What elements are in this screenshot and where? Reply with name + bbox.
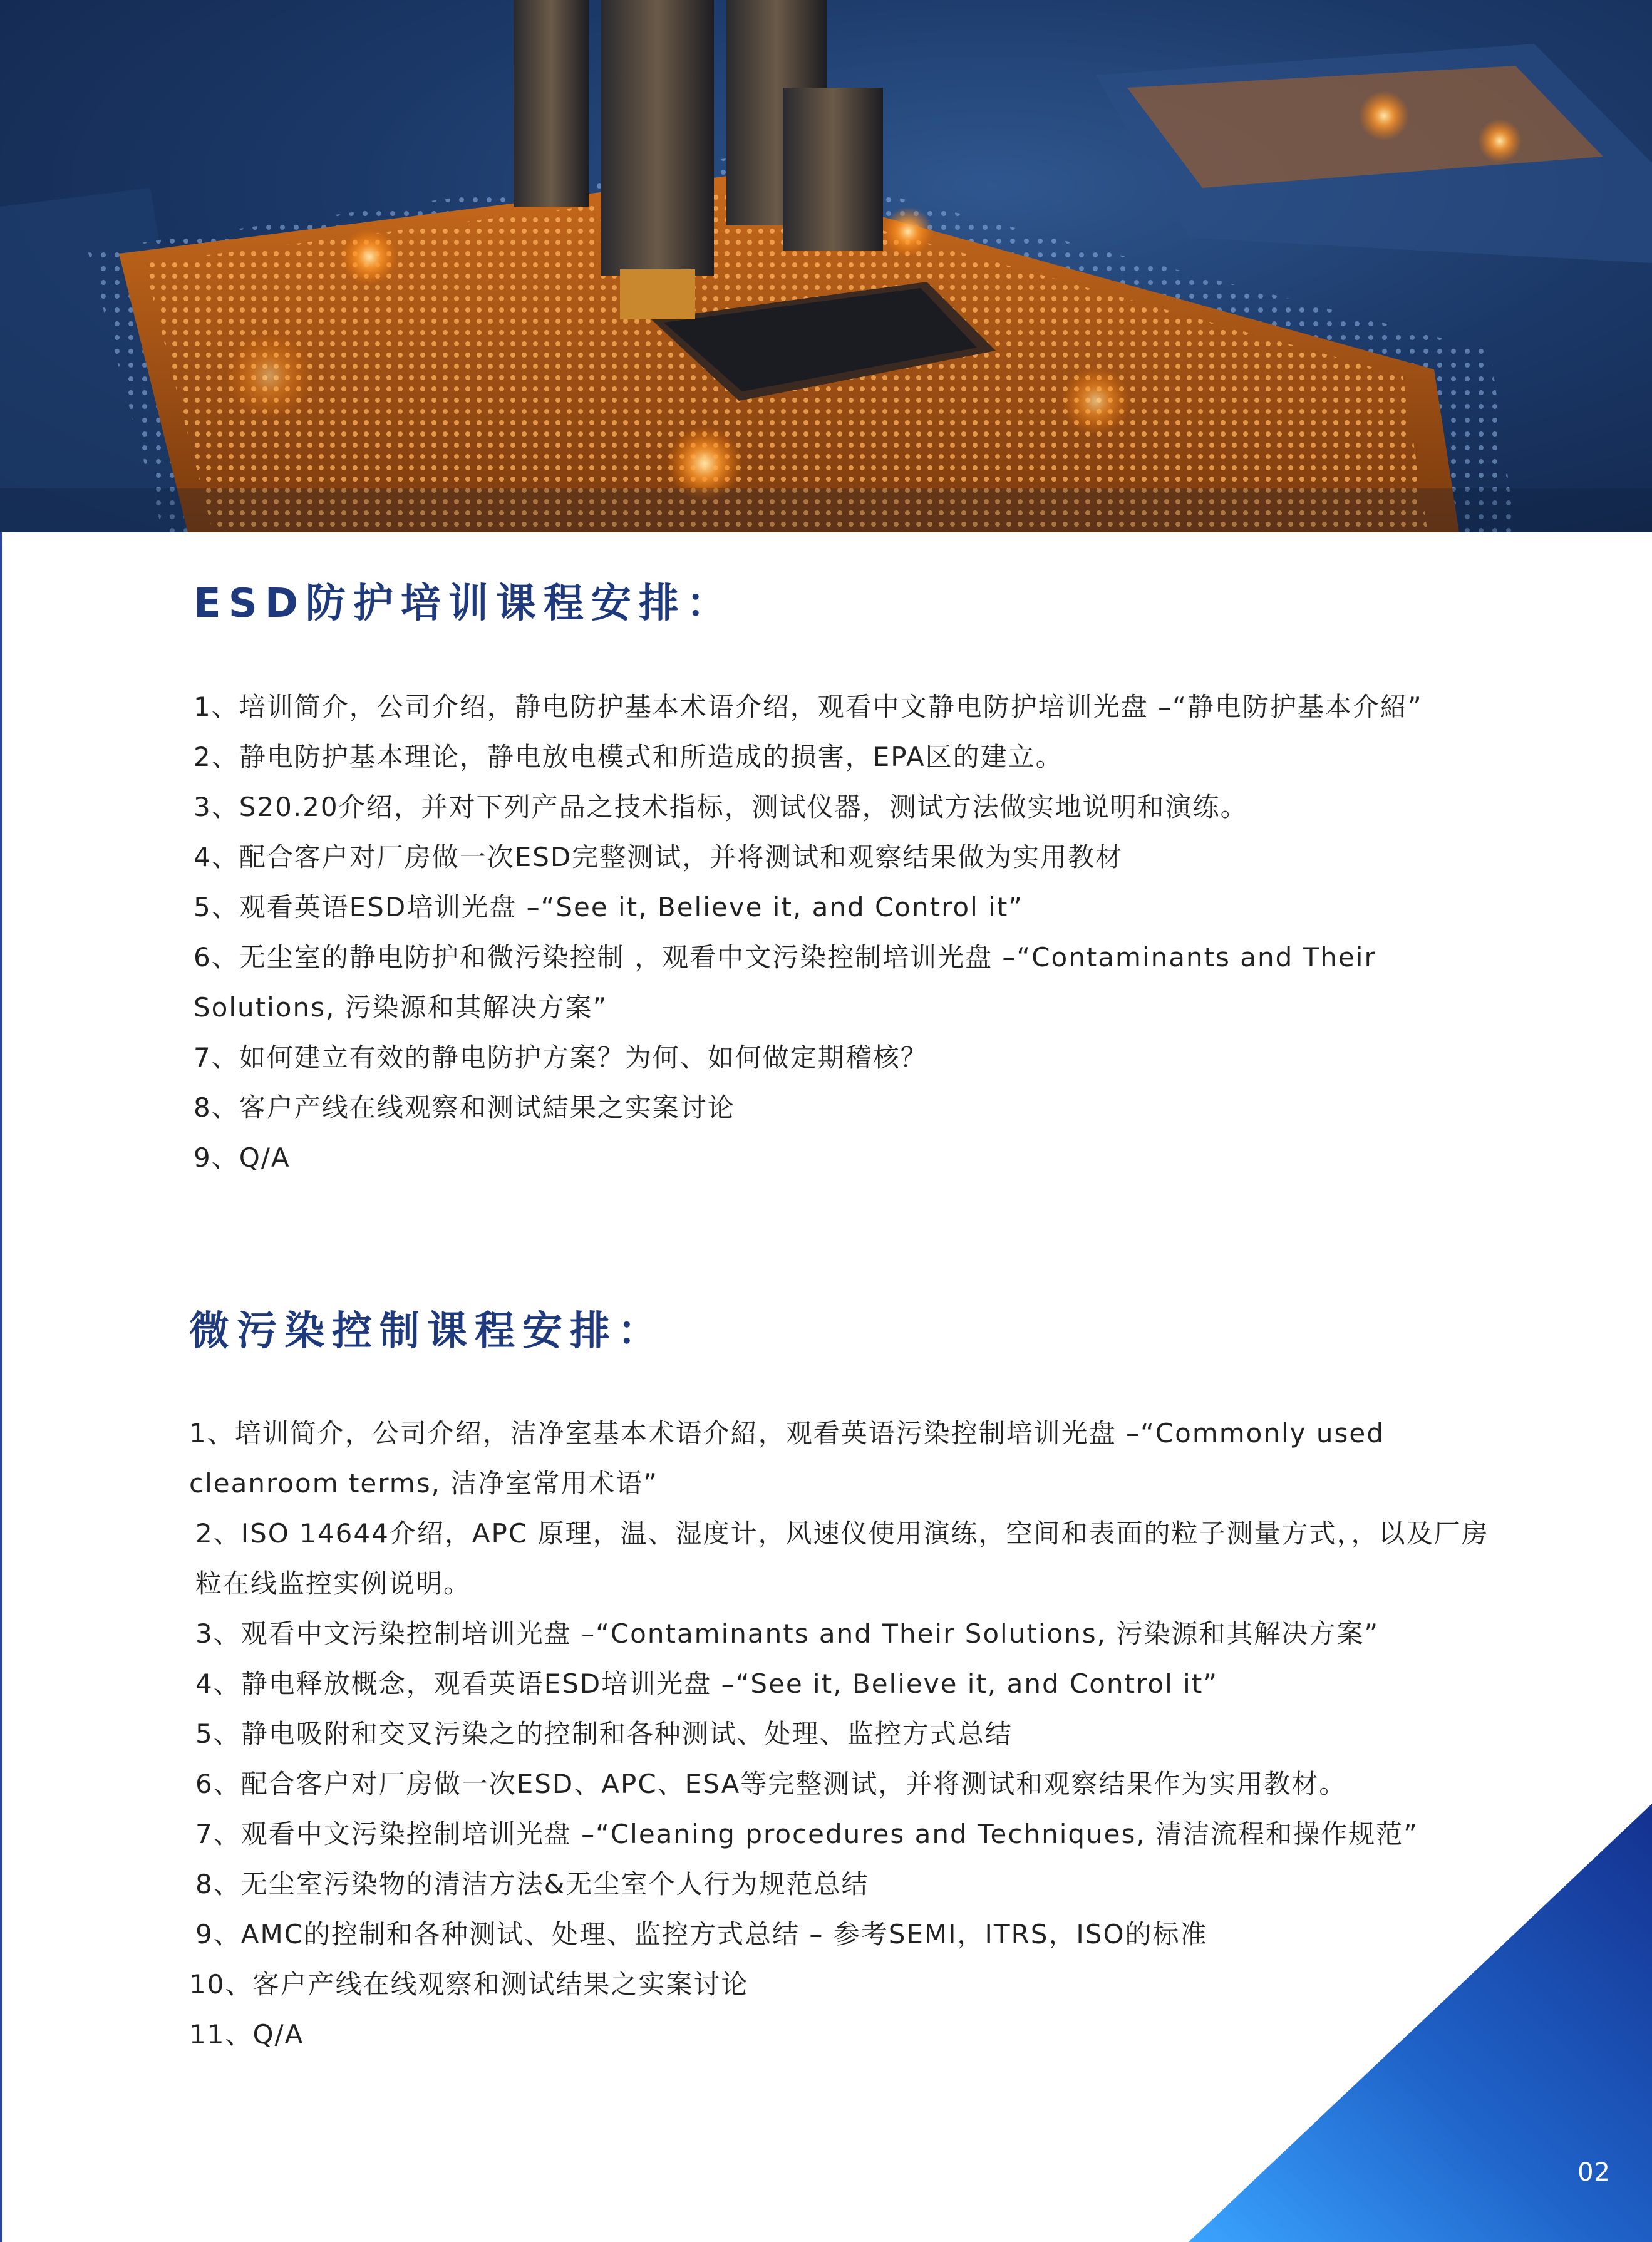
list-item: 10、客户产线在线观察和测试结果之实案讨论 [189,1969,749,2000]
list-item: 6、配合客户对厂房做一次ESD、APC、ESA等完整测试，并将测试和观察结果作为实用教材。 [195,1769,1347,1799]
list-item: 9、Q/A [194,1142,291,1173]
list-item: 3、S20.20介绍，并对下列产品之技术指标，测试仪器，测试方法做实地说明和演练。 [194,792,1248,822]
list-item: 11、Q/A [189,2019,304,2050]
list-item: 8、客户产线在线观察和测试結果之实案讨论 [194,1092,735,1123]
list-item: 1、培训简介，公司介绍，洁净室基本术语介紹，观看英语污染控制培训光盘 –“Commonly used cleanroom terms, 洁净室常用术语” [189,1418,1385,1499]
list-item: 8、无尘室污染物的清洁方法&无尘室个人行为规范总结 [195,1869,869,1899]
esd-course-list [194,682,1458,1183]
list-item: 2、静电防护基本理论，静电放电模式和所造成的损害，EPA区的建立。 [194,741,1063,772]
contamination-section-title: 微污染控制课程安排： [189,1308,665,1355]
list-item: 1、培训简介，公司介绍，静电防护基本术语介绍，观看中文静电防护培训光盘 –“静电防护基本介紹” [194,691,1423,722]
list-item: 6、无尘室的静电防护和微污染控制 ，观看中文污染控制培训光盘 –“Contaminants and Their Solutions, 污染源和其解决方案” [194,942,1376,1023]
list-item: 5、观看英语ESD培训光盘 –“See it, Believe it, and Control it” [194,892,1024,922]
list-item: 4、配合客户对厂房做一次ESD完整测试，并将测试和观察结果做为实用教材 [194,842,1123,872]
list-item: 5、静电吸附和交叉污染之的控制和各种测试、处理、监控方式总结 [195,1718,1013,1749]
esd-section-title: ESD防护培训课程安排： [194,581,734,627]
list-item: 3、观看中文污染控制培训光盘 –“Contaminants and Their Solutions, 污染源和其解决方案” [195,1618,1380,1649]
list-item: 2、ISO 14644介绍，APC 原理，温、湿度计，风速仪使用演练，空间和表面的粒子测量方式，，以及厂房粒在线监控实例说明。 [195,1518,1489,1599]
circuit-board-illustration [0,0,1652,532]
list-item: 7、观看中文污染控制培训光盘 –“Cleaning procedures and Techniques, 清洁流程和操作规范” [195,1819,1418,1849]
list-item: 4、静电释放概念，观看英语ESD培训光盘 –“See it, Believe it, and Control it” [195,1668,1219,1699]
left-margin-rule [0,532,2,2242]
hero-image [0,0,1652,532]
list-item: 7、如何建立有效的静电防护方案？为何、如何做定期稽核？ [194,1042,928,1073]
list-item: 9、AMC的控制和各种测试、处理、监控方式总结 – 参考SEMI，ITRS，ISO的标准 [195,1919,1208,1950]
page-number: 02 [1577,2158,1611,2187]
